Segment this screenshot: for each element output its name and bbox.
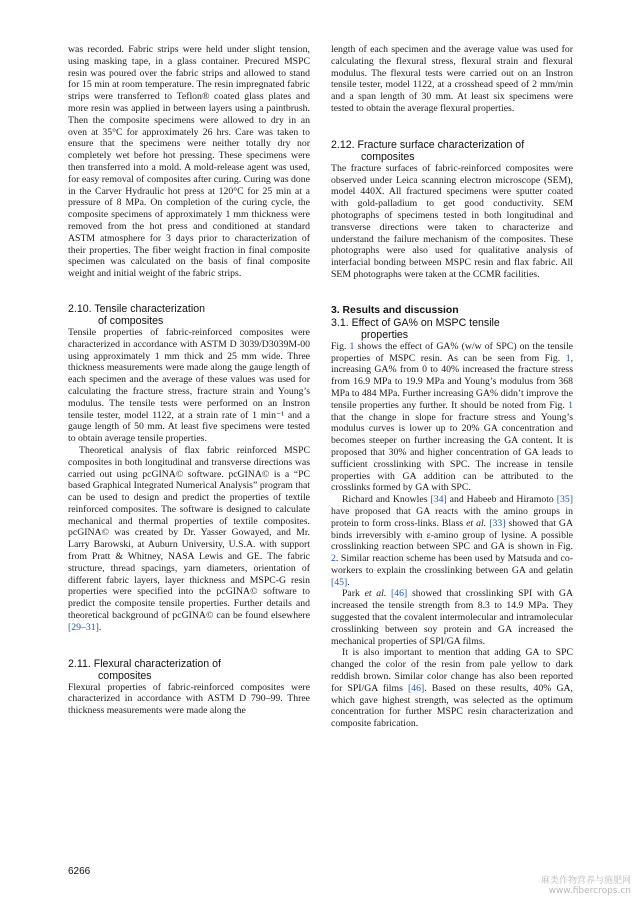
figure-link[interactable]: 1 bbox=[565, 352, 571, 364]
text-run: Richard and Knowles bbox=[342, 494, 431, 506]
text-run: shows the effect of GA% (w/w of SPC) on the tensile properties of MSPC resin. As can be seen from Fig. bbox=[331, 340, 573, 364]
text-run: . bbox=[98, 621, 102, 633]
heading-line: 2.10. Tensile characterization bbox=[68, 302, 206, 315]
text-run: that the change in slope for fracture stress and Young’s modulus curves is lower up to 20% GA concentration and becomes steeper on further increasing the GA content. It is proposed that 30% and higher concentration of GA leads to sufficient crosslinking with SPC. The increase in tensile properties with GA addition can be attributed to the crosslinks formed by GA with SPC. bbox=[331, 411, 573, 494]
figure-link[interactable]: 2 bbox=[331, 553, 336, 565]
citation-link[interactable]: [29–31] bbox=[68, 621, 99, 633]
section-heading-2-12 bbox=[331, 139, 573, 163]
right-column bbox=[331, 44, 573, 730]
citation-link[interactable]: [46] bbox=[407, 682, 425, 694]
citation-link[interactable]: [35] bbox=[556, 494, 573, 506]
text-run: . Similar reaction scheme has been used by Matsuda and co-workers to explain the crosslinking between GA and gelatin bbox=[331, 553, 573, 576]
text-run: have proposed that GA reacts with the amino groups in protein to form cross-links. Blass bbox=[331, 505, 573, 529]
paragraph-fracture: The fracture surfaces of fabric-reinforced composites were observed under Leica scanning electron microscope (SEM), model 440X. All fractured specimens were sputter coated with gold-palladium to get good conductivity. SEM photographs of specimens tested in both longitudinal and transverse directions were taken to characterize and understand the failure mechanism of the composites. These photographs were also used for qualitative analysis of interfacial bonding between MSPC resin and flax fabric. All SEM photographs were taken at the CCMR facilities. bbox=[331, 162, 573, 280]
heading-line: 2.11. Flexural characterization of bbox=[68, 657, 221, 670]
paragraph-tensile: Tensile properties of fabric-reinforced composites were characterized in accordance with ASTM D 3039/D3039M-00 using approximately 1 mm thick and 25 mm wide. Three thickness measurements were made along the gauge length of each specimen and the average of these values was used for calculating the fracture stress, fracture strain and Young’s modulus. The tensile tests were performed on an Instron tensile tester, model 1122, at a strain rate of 1 min⁻¹ and a gauge length of 50 mm. At least five specimens were tested to obtain average tensile properties. bbox=[68, 326, 310, 445]
text-run-italic: et al. bbox=[364, 588, 387, 600]
heading-line: 3.1. Effect of GA% on MSPC tensile bbox=[331, 316, 500, 329]
text-run: It is also important to mention that adding GA to SPC changed the color of the resin from pale yellow to dark reddish brown. Similar color change has also been reported for SPI/GA films bbox=[331, 647, 573, 694]
text-run: Fig. bbox=[331, 340, 350, 352]
citation-link[interactable]: [45] bbox=[331, 576, 348, 588]
paragraph-park bbox=[331, 588, 573, 647]
heading-line: 2.12. Fracture surface characterization of bbox=[331, 138, 525, 151]
section-heading-2-11 bbox=[68, 658, 310, 682]
figure-link[interactable]: 1 bbox=[349, 340, 355, 352]
watermark-line: 麻类作物营养与施肥网 bbox=[540, 876, 631, 886]
heading-line: properties bbox=[361, 328, 409, 341]
text-run: . Based on these results, 40% GA, which gave highest strength, was selected as the optimum concentration for further MSPC resin characterization and composite fabrication. bbox=[331, 682, 573, 730]
text-run: showed that GA binds irreversibly with ε-amino group of lysine. A possible crosslinking reaction between SPC and GA is shown in Fig. bbox=[331, 517, 574, 553]
watermark-line: www.fibercrops.cn bbox=[548, 886, 631, 896]
page-number: 6266 bbox=[68, 866, 91, 877]
text-run: , increasing GA% from 0 to 40% increased the fracture stress from 16.9 MPa to 19.9 MPa and Young’s modulus from 368 MPa to 484 MPa. Further increasing GA% didn’t improve the tensile properties any further. It should be noted from Fig. bbox=[331, 352, 573, 411]
left-column bbox=[68, 44, 310, 717]
watermark bbox=[541, 876, 631, 896]
text-run: showed that crosslinking SPI with GA increased the tensile strength from 8.3 to 14.9 MPa. They suggested that the covalent intermolecular and intramolecular crosslinking between soy protein and GA increased the mechanical properties of SPI/GA films. bbox=[331, 588, 574, 647]
section-heading-3: 3. Results and discussion bbox=[331, 304, 459, 316]
text-run: Theoretical analysis of flax fabric reinforced MSPC composites in both longitudinal and transverse directions was carried out using pcGINA© software. pcGINA© is a “PC based Graphical Integrated Numerical Analysis” program that can be used to design and predict the properties of textile reinforced composites. The software is designed to calculate mechanical and thermal properties of textile composites. pcGINA© was created by Dr. Yasser Gowayed, and Mr. Larry Barowski, at Auburn University, U.S.A. with support from Pratt & Whitney, NASA Lewis and GE. The fabric structure, thread spacings, yarn diameters, orientation of different fabric layers, layer thickness and MSPC-G resin properties were specified into the pcGINA© software to predict the composite tensile properties. Further details and theoretical background of pcGINA© can be found elsewhere bbox=[68, 444, 310, 622]
citation-link[interactable]: [33] bbox=[489, 517, 506, 529]
citation-link[interactable]: [34] bbox=[430, 494, 447, 506]
paragraph-color-change bbox=[331, 647, 573, 730]
paragraph-intro: was recorded. Fabric strips were held under slight tension, using masking tape, in a glass container. Precured MSPC resin was poured over the fabric strips and allowed to stand for 15 min at room temperature. The resin impregnated fabric strips were transferred to Teflon® coated glass plates and more resin was applied in between layers using a paintbrush. Then the composite specimens were allowed to dry in an oven at 35°C for approximately 26 hrs. Care was taken to ensure that the specimens were neither totally dry nor completely wet before hot pressing. These specimens were then transferred into a mold. A mold-release agent was used, for easy removal of composites after curing. Curing was done in the Carver Hydraulic hot press at 120°C for 25 min at a pressure of 8 MPa. On completion of the curing cycle, the composite specimens of approximately 1 mm thickness were removed from the hot press and conditioned at standard ASTM atmosphere for 3 days prior to characterization of their properties. The fiber weight fraction in final composite specimen was calculated on the basis of final composite weight and initial weight of the fabric strips. bbox=[68, 44, 310, 280]
text-run: . bbox=[347, 576, 350, 588]
heading-line: of composites bbox=[98, 314, 164, 327]
heading-line: composites bbox=[361, 150, 415, 163]
section-heading-2-10 bbox=[68, 303, 310, 327]
heading-line: composites bbox=[98, 669, 152, 682]
paragraph-crosslink bbox=[331, 494, 573, 588]
paragraph-flexural-cont: length of each specimen and the average value was used for calculating the flexural stress, flexural strain and flexural modulus. The flexural tests were carried out on an Instron tensile tester, model 1122, at a crosshead speed of 2 mm/min and a span length of 30 mm. At least six specimens were tested to obtain the average flexural properties. bbox=[331, 44, 573, 114]
paragraph-pcgina bbox=[68, 445, 310, 634]
section-heading-3-1 bbox=[331, 317, 573, 341]
paragraph-flexural: Flexural properties of fabric-reinforced composites were characterized in accordance with ASTM D 790–99. Three thickness measurements were made along the bbox=[68, 681, 310, 717]
text-run-italic: et al. bbox=[466, 517, 487, 529]
text-run: and Habeeb and Hiramoto bbox=[446, 494, 557, 506]
figure-link[interactable]: 1 bbox=[568, 399, 573, 411]
text-run: Park bbox=[342, 588, 365, 600]
citation-link[interactable]: [46] bbox=[391, 588, 408, 600]
paragraph-ga-effect bbox=[331, 341, 573, 494]
